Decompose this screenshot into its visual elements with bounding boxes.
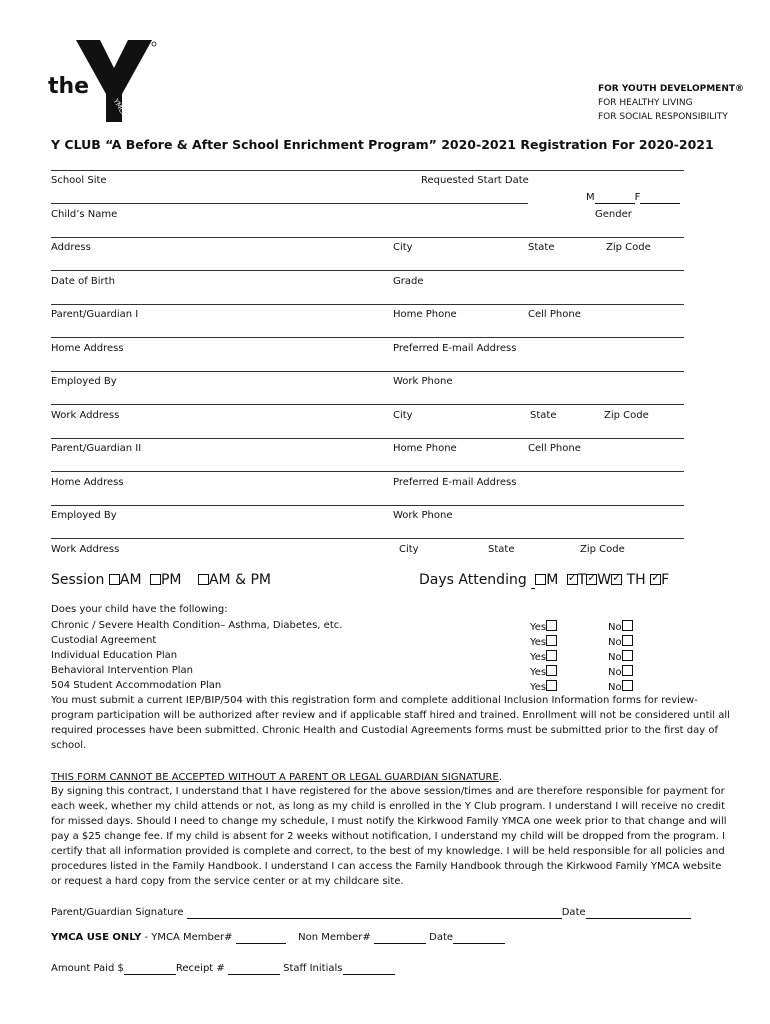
session-pm-checkbox[interactable] [150, 574, 161, 585]
no-option-4: No [608, 665, 633, 678]
health-item-504: 504 Student Accommodation Plan [51, 680, 222, 691]
cell-phone-label-2: Cell Phone [528, 443, 581, 454]
home-phone-label-2: Home Phone [393, 443, 457, 454]
yes-option-5: Yes [530, 680, 557, 693]
contract-paragraph: By signing this contract, I understand that I have registered for the above session/times and are therefore responsible for payment for each week, whether my child attends or not, as long as my child is enrolled in the Y Club program. I understand I will receive no credit for missed days. Should I need to change my schedule, I must notify the Kirkwood Family YMCA one week prior to that change and will pay a $25 change fee. If my child is absent for 2 weeks without notification, I understand my child will be dropped from the program. I certify that all information provided is complete and correct, to the best of my knowledge. I will be held responsible for all policies and procedures listed in the Family Handbook. I understand I can access the Family Handbook through the Kirkwood Family YMCA website or request a hard copy from the service center or at my childcare site. [51, 786, 727, 887]
day-t-label: T [577, 572, 587, 588]
signature-label: Parent/Guardian Signature [51, 907, 184, 918]
page-title: Y CLUB “A Before & After School Enrichment Program” 2020-2021 Registration For 2020-2021 [51, 137, 714, 152]
session-label: Session [51, 572, 105, 588]
yes-checkbox[interactable] [546, 650, 557, 661]
amount-paid-field[interactable] [124, 963, 176, 975]
yes-checkbox[interactable] [546, 635, 557, 646]
signature-date-field[interactable] [586, 907, 691, 919]
home-phone-label-1: Home Phone [393, 309, 457, 320]
no-checkbox[interactable] [622, 680, 633, 691]
yes-option-2: Yes [530, 635, 557, 648]
child-name-label: Child’s Name [51, 209, 118, 220]
guardian2-label: Parent/Guardian II [51, 443, 142, 454]
health-question: Does your child have the following: [51, 604, 228, 615]
day-t-checkbox[interactable] [567, 574, 578, 585]
day-th-checkbox[interactable] [611, 574, 622, 585]
day-m-checkbox[interactable] [535, 574, 546, 585]
iep-paragraph: You must submit a current IEP/BIP/504 with this registration form and complete additional Inclusion Information forms for review- program participation will be authorized after review and if applicable staff hired and trained. Enrollment will not be considered until all required processes have been submitted. Chronic Health and Custodial Agreements forms must be submitted prior to the first day of school. [51, 695, 730, 751]
tagline-2: FOR HEALTHY LIVING [598, 98, 693, 108]
city-label-2: City [393, 410, 413, 421]
session-ampm-checkbox[interactable] [198, 574, 209, 585]
grade-label: Grade [393, 276, 424, 287]
signature-row [51, 907, 691, 919]
work-address-label-1: Work Address [51, 410, 120, 421]
state-label: State [528, 242, 555, 253]
logo-the-text: the [48, 74, 90, 99]
non-member-field[interactable] [374, 932, 426, 944]
staff-initials-field[interactable] [343, 963, 395, 975]
session-row [51, 572, 271, 588]
receipt-field[interactable] [228, 963, 280, 975]
no-option-5: No [608, 680, 633, 693]
school-site-label: School Site [51, 175, 107, 186]
tagline-1: FOR YOUTH DEVELOPMENT® [598, 84, 744, 94]
day-w-label: W [597, 572, 612, 588]
member-label: - YMCA Member# [144, 932, 233, 943]
day-m-label: M [546, 572, 559, 588]
receipt-label: Receipt # [175, 963, 225, 974]
requested-start-label: Requested Start Date [421, 175, 529, 186]
gender-label: Gender [595, 209, 632, 220]
zip-label-3: Zip Code [580, 544, 625, 555]
employed-by-label-2: Employed By [51, 510, 117, 521]
health-item-bip: Behavioral Intervention Plan [51, 665, 193, 676]
no-option-1: No [608, 620, 633, 633]
office-date-field[interactable] [453, 932, 505, 944]
tagline-3: FOR SOCIAL RESPONSIBILITY [598, 112, 728, 122]
cell-phone-label-1: Cell Phone [528, 309, 581, 320]
state-label-3: State [488, 544, 515, 555]
state-label-2: State [530, 410, 557, 421]
days-label: Days Attending [419, 572, 527, 588]
work-address-label-2: Work Address [51, 544, 120, 555]
yes-option-3: Yes [530, 650, 557, 663]
no-option-2: No [608, 635, 633, 648]
session-am-checkbox[interactable] [109, 574, 120, 585]
yes-checkbox[interactable] [546, 680, 557, 691]
day-f-label: F [661, 572, 670, 588]
day-th-label: TH [626, 572, 646, 588]
city-label-3: City [399, 544, 419, 555]
address-label: Address [51, 242, 91, 253]
days-row [419, 572, 669, 589]
session-am-label: AM [119, 572, 142, 588]
logo-ymca-small: YMCA [111, 97, 129, 119]
signature-date-label: Date [561, 907, 586, 918]
staff-initials-label: Staff Initials [283, 963, 343, 974]
yes-option-4: Yes [530, 665, 557, 678]
health-item-iep: Individual Education Plan [51, 650, 178, 661]
yes-checkbox[interactable] [546, 665, 557, 676]
ymca-use-only: YMCA USE ONLY [51, 932, 142, 943]
health-item-chronic: Chronic / Severe Health Condition– Asthma, Diabetes, etc. [51, 620, 343, 631]
amount-paid-label: Amount Paid $ [51, 963, 124, 974]
tagline [598, 82, 744, 124]
city-label: City [393, 242, 413, 253]
no-option-3: No [608, 650, 633, 663]
office-use-row [51, 932, 505, 944]
employed-by-label-1: Employed By [51, 376, 117, 387]
work-phone-label-1: Work Phone [393, 376, 453, 387]
payment-row [51, 963, 395, 975]
session-ampm-label: AM & PM [208, 572, 271, 588]
office-date-label: Date [429, 932, 454, 943]
health-item-custodial: Custodial Agreement [51, 635, 157, 646]
member-field[interactable] [236, 932, 286, 944]
email-label-2: Preferred E-mail Address [393, 477, 517, 488]
no-checkbox[interactable] [622, 620, 633, 631]
signature-field[interactable] [187, 907, 562, 919]
session-pm-label: PM [160, 572, 182, 588]
zip-label-2: Zip Code [604, 410, 649, 421]
day-w-checkbox[interactable] [586, 574, 597, 585]
no-checkbox[interactable] [622, 635, 633, 646]
email-label-1: Preferred E-mail Address [393, 343, 517, 354]
dob-label: Date of Birth [51, 276, 115, 287]
non-member-label: Non Member# [298, 932, 371, 943]
home-address-label-2: Home Address [51, 477, 124, 488]
home-address-label-1: Home Address [51, 343, 124, 354]
no-checkbox[interactable] [622, 665, 633, 676]
yes-checkbox[interactable] [546, 620, 557, 631]
day-f-checkbox[interactable] [650, 574, 661, 585]
gender-m: M F [586, 192, 680, 204]
work-phone-label-2: Work Phone [393, 510, 453, 521]
yes-option-1: Yes [530, 620, 557, 633]
no-checkbox[interactable] [622, 650, 633, 661]
zip-label: Zip Code [606, 242, 651, 253]
signature-notice: THIS FORM CANNOT BE ACCEPTED WITHOUT A PARENT OR LEGAL GUARDIAN SIGNATURE. [51, 772, 502, 783]
guardian1-label: Parent/Guardian I [51, 309, 139, 320]
